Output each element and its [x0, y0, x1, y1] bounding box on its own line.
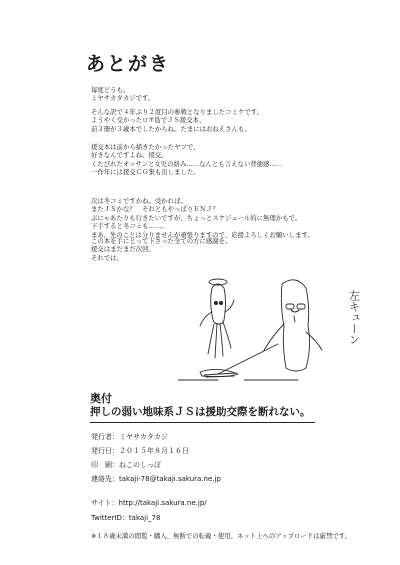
squid-figure-left	[211, 284, 226, 324]
handwritten-text-label: 左キューン	[347, 290, 361, 345]
twitter-line: TwitterID：takaji_78	[91, 514, 161, 522]
book-title: 押しの弱い地味系ＪＳは援助交際を断れない。	[90, 404, 315, 423]
handwritten-text	[348, 290, 361, 345]
afterword-paragraph-next-event: 次は冬コミですかね。受かれば。 またＪＳかな？ それともやっぱりＥＮＪ？ ぶにゃあたりも行きたいですが、ちょっとスケジュール的に無理かもで。 下手すると冬コミも……。 まあ、先のことは分りませんが頑張りますので、応援よろしくお願いします。	[91, 197, 314, 239]
afterword-paragraph-enko: 援交本は前から描きたかったヤツで、 好きなんですよね。援交。 くたびれたオッサンと女児の絡み……なんとも言えない背徳感…… 一作年には援交ＣＧ集も出しました。	[91, 143, 283, 177]
publish-date-line: 発行日：２０１５年８月１６日	[91, 447, 189, 455]
hooded-figure-right	[281, 280, 309, 371]
afterword-paragraph-greeting: 毎度どうも。 ミヤサカタカジです。	[91, 86, 155, 103]
afterword-paragraph-comiket: そんな訳で４年ぶり２度目の参戦となりましたコミケです。 ようやく受かったロ⑦島でＪＳ援交本、 前３冊が３歳本でしたからね。たまにはおねえさんも。	[91, 108, 264, 133]
publisher-line: 発行者：ミヤサカタカジ	[91, 433, 168, 441]
age-restriction-notice: ※１８歳未満の閲覧・購入、無断での転載・使用、ネット上へのアップロードは厳禁です。	[91, 532, 352, 540]
printer-line: 印 刷：ねこのしっぽ	[91, 461, 161, 469]
afterword-paragraph-thanks: この本を手にとって下さった全ての方に感謝を。 援交はまだまだ次回。 それでは。	[91, 237, 232, 262]
doodle-illustration	[178, 276, 388, 384]
afterword-heading: あとがき	[86, 53, 171, 75]
colophon-title: 奥付	[90, 392, 112, 405]
website-line: サイト：http://takaji.sakura.ne.jp/	[91, 499, 207, 507]
contact-line: 連絡先：takaji-78@takaji.sakura.ne.jp	[91, 475, 221, 483]
